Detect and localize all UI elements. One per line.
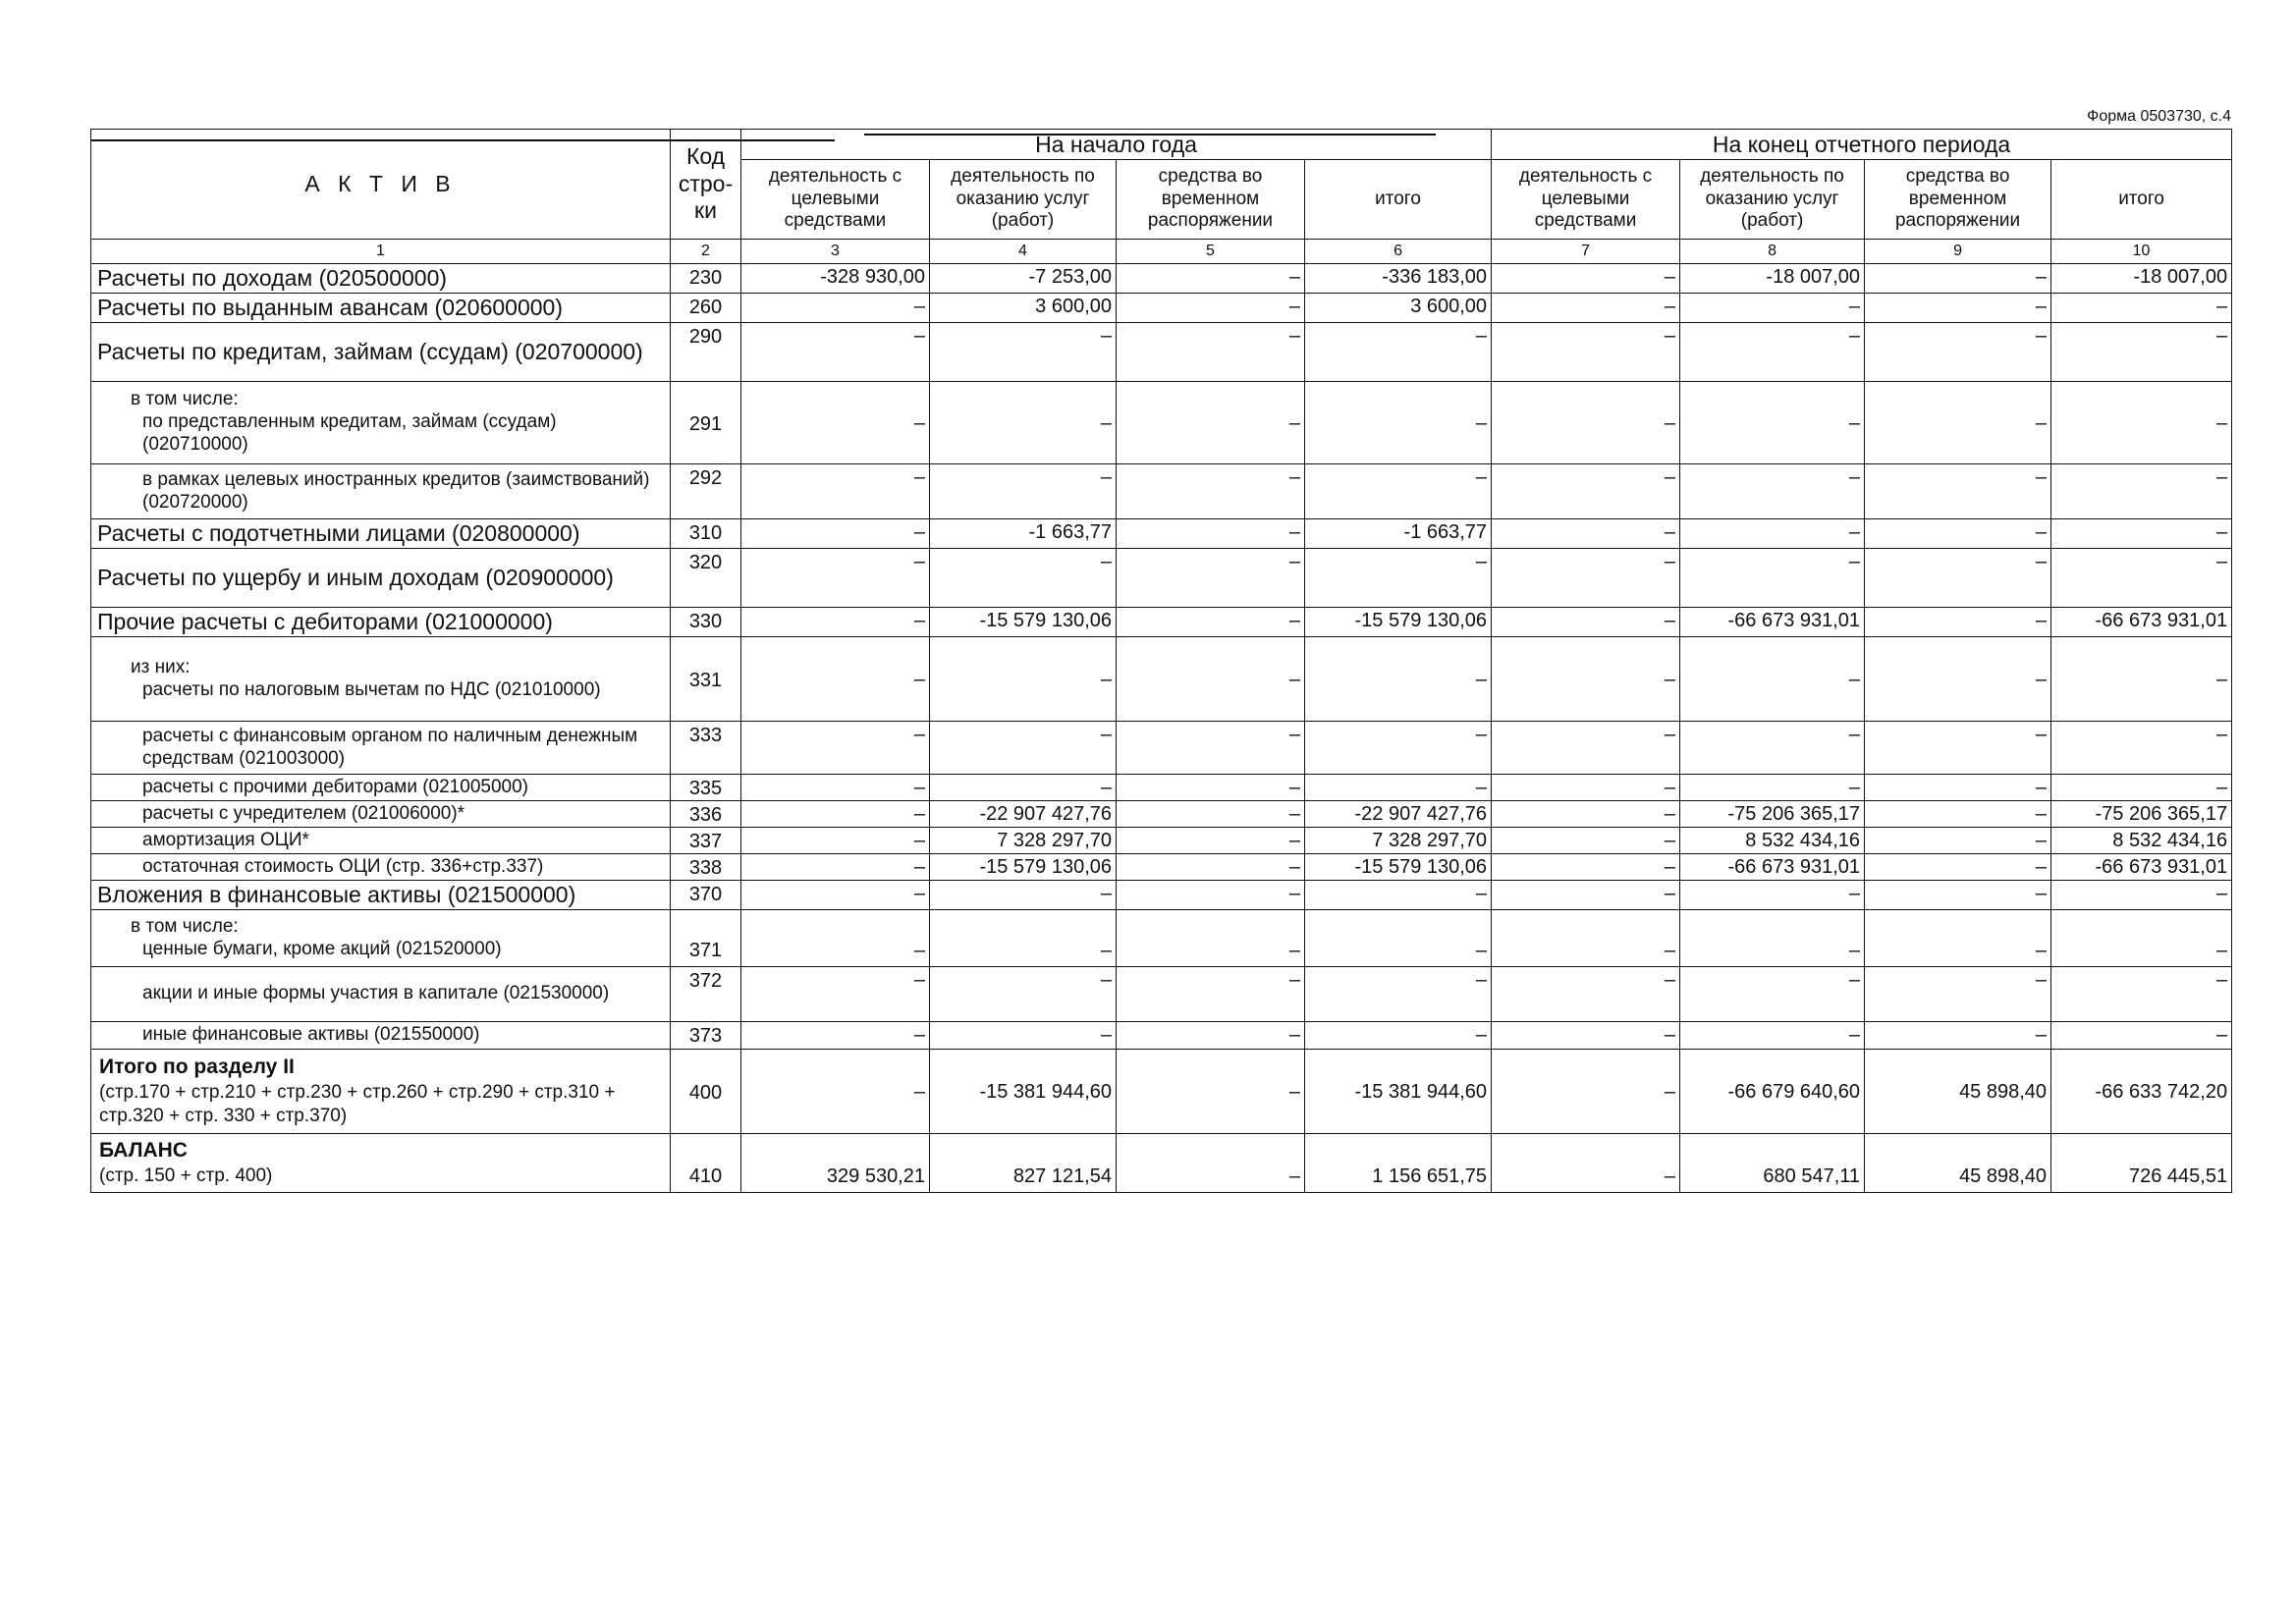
value-cell: – xyxy=(1117,881,1305,910)
value-cell: -66 673 931,01 xyxy=(2051,608,2232,637)
value-cell: -18 007,00 xyxy=(1680,264,1865,294)
value-cell: – xyxy=(741,637,930,722)
col-header-total: итого xyxy=(1305,160,1492,240)
value-cell: – xyxy=(1680,722,1865,775)
value-cell: 8 532 434,16 xyxy=(2051,828,2232,854)
value-cell: -75 206 365,17 xyxy=(1680,801,1865,828)
balance-formula: (стр. 150 + стр. 400) xyxy=(99,1165,273,1186)
row-name xyxy=(91,637,671,722)
value-cell: -15 381 944,60 xyxy=(1305,1050,1492,1134)
column-number: 6 xyxy=(1305,240,1492,264)
column-number: 10 xyxy=(2051,240,2232,264)
value-cell: – xyxy=(1305,881,1492,910)
value-cell: 3 600,00 xyxy=(930,294,1117,323)
value-cell: – xyxy=(2051,549,2232,608)
value-cell: – xyxy=(1117,264,1305,294)
value-cell: – xyxy=(1492,464,1680,519)
value-cell: -22 907 427,76 xyxy=(1305,801,1492,828)
value-cell: -66 633 742,20 xyxy=(2051,1050,2232,1134)
value-cell: – xyxy=(1117,608,1305,637)
value-cell: – xyxy=(1680,519,1865,549)
value-cell: 827 121,54 xyxy=(930,1134,1117,1193)
value-cell: -66 673 931,01 xyxy=(1680,608,1865,637)
row-code: 292 xyxy=(671,464,741,519)
value-cell: – xyxy=(1492,264,1680,294)
column-number: 9 xyxy=(1865,240,2051,264)
table-row xyxy=(91,464,2232,519)
value-cell: – xyxy=(2051,910,2232,967)
value-cell: – xyxy=(1492,854,1680,881)
value-cell: – xyxy=(1680,910,1865,967)
balance-name xyxy=(91,1134,671,1193)
value-cell: – xyxy=(741,967,930,1022)
value-cell: – xyxy=(1305,323,1492,382)
value-cell: – xyxy=(1305,1022,1492,1050)
row-name: Расчеты по доходам (020500000) xyxy=(91,264,671,294)
value-cell: -15 381 944,60 xyxy=(930,1050,1117,1134)
col-header-services: деятельность по оказанию услуг (работ) xyxy=(930,160,1117,240)
value-cell: 45 898,40 xyxy=(1865,1134,2051,1193)
value-cell: – xyxy=(1117,854,1305,881)
col-header-temporary: средства во временном распоряжении xyxy=(1117,160,1305,240)
value-cell: – xyxy=(1492,722,1680,775)
row-name: амортизация ОЦИ* xyxy=(91,828,671,854)
value-cell: – xyxy=(1680,775,1865,801)
table-row xyxy=(91,264,2232,294)
balance-title: БАЛАНС xyxy=(99,1139,188,1163)
value-cell: – xyxy=(741,828,930,854)
value-cell: – xyxy=(930,549,1117,608)
value-cell: -15 579 130,06 xyxy=(1305,854,1492,881)
value-cell: – xyxy=(1117,828,1305,854)
value-cell: – xyxy=(2051,294,2232,323)
row-name xyxy=(91,910,671,967)
row-note: из них: xyxy=(131,656,191,677)
value-cell: -15 579 130,06 xyxy=(1305,608,1492,637)
total-section-title: Итого по разделу II xyxy=(99,1055,295,1078)
value-cell: – xyxy=(1865,264,2051,294)
value-cell: – xyxy=(1492,637,1680,722)
value-cell: – xyxy=(741,1050,930,1134)
column-number-row xyxy=(91,240,2232,264)
value-cell: – xyxy=(1865,637,2051,722)
value-cell: 1 156 651,75 xyxy=(1305,1134,1492,1193)
value-cell: -15 579 130,06 xyxy=(930,608,1117,637)
value-cell: – xyxy=(930,881,1117,910)
value-cell: – xyxy=(1117,323,1305,382)
value-cell: – xyxy=(1865,382,2051,464)
balance-row xyxy=(91,1134,2232,1193)
value-cell: -66 673 931,01 xyxy=(1680,854,1865,881)
column-number: 3 xyxy=(741,240,930,264)
value-cell: – xyxy=(930,1022,1117,1050)
value-cell: – xyxy=(1117,464,1305,519)
column-number: 2 xyxy=(671,240,741,264)
value-cell: – xyxy=(1492,775,1680,801)
value-cell: -7 253,00 xyxy=(930,264,1117,294)
table-row xyxy=(91,967,2232,1022)
table-row xyxy=(91,854,2232,881)
value-cell: – xyxy=(1865,1022,2051,1050)
value-cell: – xyxy=(1117,801,1305,828)
column-number: 8 xyxy=(1680,240,1865,264)
value-cell: – xyxy=(2051,637,2232,722)
value-cell: -1 663,77 xyxy=(1305,519,1492,549)
header-row-groups xyxy=(91,130,2232,160)
value-cell: – xyxy=(1117,910,1305,967)
form-label: Форма 0503730, с.4 xyxy=(2087,108,2231,125)
value-cell: 680 547,11 xyxy=(1680,1134,1865,1193)
value-cell: 329 530,21 xyxy=(741,1134,930,1193)
value-cell: – xyxy=(1492,382,1680,464)
value-cell: 7 328 297,70 xyxy=(930,828,1117,854)
row-name: расчеты с прочими дебиторами (021005000) xyxy=(91,775,671,801)
value-cell: 7 328 297,70 xyxy=(1305,828,1492,854)
value-cell: – xyxy=(741,464,930,519)
value-cell: – xyxy=(1305,549,1492,608)
value-cell: – xyxy=(741,608,930,637)
value-cell: – xyxy=(1492,549,1680,608)
value-cell: – xyxy=(1492,323,1680,382)
value-cell: – xyxy=(1680,967,1865,1022)
row-code: 331 xyxy=(671,637,741,722)
value-cell: – xyxy=(1680,294,1865,323)
table-row xyxy=(91,775,2232,801)
value-cell: – xyxy=(741,294,930,323)
value-cell: – xyxy=(741,881,930,910)
value-cell: 726 445,51 xyxy=(2051,1134,2232,1193)
value-cell: 8 532 434,16 xyxy=(1680,828,1865,854)
row-code: 335 xyxy=(671,775,741,801)
value-cell: – xyxy=(1492,881,1680,910)
value-cell: – xyxy=(1680,1022,1865,1050)
balance-table xyxy=(90,129,2232,1193)
value-cell: – xyxy=(1865,801,2051,828)
value-cell: – xyxy=(1865,608,2051,637)
value-cell: – xyxy=(2051,967,2232,1022)
row-code: 320 xyxy=(671,549,741,608)
table-row xyxy=(91,608,2232,637)
row-name: Расчеты с подотчетными лицами (020800000) xyxy=(91,519,671,549)
value-cell: – xyxy=(1680,549,1865,608)
value-cell: – xyxy=(1865,323,2051,382)
value-cell: – xyxy=(1117,1022,1305,1050)
value-cell: – xyxy=(930,637,1117,722)
value-cell: – xyxy=(1865,519,2051,549)
value-cell: – xyxy=(1492,828,1680,854)
row-code: 371 xyxy=(671,910,741,967)
value-cell: – xyxy=(2051,382,2232,464)
row-code: 410 xyxy=(671,1134,741,1193)
col-header-temporary: средства во временном распоряжении xyxy=(1865,160,2051,240)
total-section-formula: (стр.170 + стр.210 + стр.230 + стр.260 + стр.290 + стр.310 + стр.320 + стр. 330 + стр.370) xyxy=(99,1081,616,1127)
value-cell: – xyxy=(1117,775,1305,801)
value-cell: – xyxy=(930,775,1117,801)
value-cell: – xyxy=(1492,294,1680,323)
table-row xyxy=(91,881,2232,910)
value-cell: – xyxy=(2051,722,2232,775)
row-code: 336 xyxy=(671,801,741,828)
value-cell: – xyxy=(1117,519,1305,549)
table-row xyxy=(91,519,2232,549)
row-name: расчеты с учредителем (021006000)* xyxy=(91,801,671,828)
value-cell: -15 579 130,06 xyxy=(930,854,1117,881)
value-cell: – xyxy=(741,854,930,881)
row-code: 330 xyxy=(671,608,741,637)
value-cell: – xyxy=(1305,637,1492,722)
value-cell: – xyxy=(1305,464,1492,519)
value-cell: – xyxy=(1117,1050,1305,1134)
start-of-year-header: На начало года xyxy=(741,130,1492,160)
value-cell: – xyxy=(1865,775,2051,801)
row-code: 230 xyxy=(671,264,741,294)
table-row xyxy=(91,910,2232,967)
row-name: Расчеты по выданным авансам (020600000) xyxy=(91,294,671,323)
table-row xyxy=(91,801,2232,828)
row-code: 337 xyxy=(671,828,741,854)
row-note: в том числе: xyxy=(131,389,239,410)
row-name-text: ценные бумаги, кроме акций (021520000) xyxy=(142,938,502,959)
table-row xyxy=(91,637,2232,722)
aktiv-header: А К Т И В xyxy=(91,130,671,240)
value-cell: – xyxy=(930,382,1117,464)
value-cell: – xyxy=(930,910,1117,967)
code-header: Код стро-ки xyxy=(671,130,741,240)
value-cell: – xyxy=(930,967,1117,1022)
value-cell: – xyxy=(1305,910,1492,967)
value-cell: – xyxy=(1117,637,1305,722)
row-name: Расчеты по ущербу и иным доходам (020900000) xyxy=(91,549,671,608)
value-cell: – xyxy=(741,382,930,464)
value-cell: – xyxy=(1492,967,1680,1022)
value-cell: – xyxy=(1117,722,1305,775)
value-cell: – xyxy=(1117,294,1305,323)
column-number: 4 xyxy=(930,240,1117,264)
table-row xyxy=(91,323,2232,382)
value-cell: – xyxy=(930,722,1117,775)
row-name: Прочие расчеты с дебиторами (021000000) xyxy=(91,608,671,637)
total-section-name xyxy=(91,1050,671,1134)
value-cell: – xyxy=(1305,967,1492,1022)
value-cell: – xyxy=(741,549,930,608)
row-code: 333 xyxy=(671,722,741,775)
value-cell: – xyxy=(1865,828,2051,854)
table-row xyxy=(91,722,2232,775)
value-cell: – xyxy=(1117,382,1305,464)
col-header-targeted: деятельность с целевыми средствами xyxy=(1492,160,1680,240)
col-header-total: итого xyxy=(2051,160,2232,240)
row-name-text: по представленным кредитам, займам (ссудам) (020710000) xyxy=(142,411,557,455)
value-cell: – xyxy=(741,1022,930,1050)
row-code: 291 xyxy=(671,382,741,464)
value-cell: – xyxy=(1492,1022,1680,1050)
col-header-services: деятельность по оказанию услуг (работ) xyxy=(1680,160,1865,240)
total-section-row xyxy=(91,1050,2232,1134)
table-row xyxy=(91,828,2232,854)
value-cell: – xyxy=(1865,854,2051,881)
row-code: 373 xyxy=(671,1022,741,1050)
value-cell: 3 600,00 xyxy=(1305,294,1492,323)
value-cell: – xyxy=(1865,881,2051,910)
row-code: 372 xyxy=(671,967,741,1022)
row-note: в том числе: xyxy=(131,915,239,937)
value-cell: – xyxy=(1680,881,1865,910)
value-cell: – xyxy=(2051,775,2232,801)
value-cell: – xyxy=(1680,323,1865,382)
value-cell: – xyxy=(741,910,930,967)
row-code: 310 xyxy=(671,519,741,549)
value-cell: – xyxy=(1305,382,1492,464)
row-name: иные финансовые активы (021550000) xyxy=(91,1022,671,1050)
row-name: Вложения в финансовые активы (021500000) xyxy=(91,881,671,910)
value-cell: – xyxy=(741,722,930,775)
value-cell: – xyxy=(1680,637,1865,722)
value-cell: – xyxy=(1492,519,1680,549)
column-number: 7 xyxy=(1492,240,1680,264)
value-cell: – xyxy=(2051,323,2232,382)
value-cell: -336 183,00 xyxy=(1305,264,1492,294)
value-cell: – xyxy=(1492,1134,1680,1193)
value-cell: – xyxy=(1680,464,1865,519)
value-cell: – xyxy=(1492,910,1680,967)
row-code: 400 xyxy=(671,1050,741,1134)
value-cell: – xyxy=(1492,1050,1680,1134)
value-cell: – xyxy=(930,464,1117,519)
column-number: 1 xyxy=(91,240,671,264)
value-cell: – xyxy=(1117,549,1305,608)
table-row xyxy=(91,382,2232,464)
value-cell: 45 898,40 xyxy=(1865,1050,2051,1134)
value-cell: – xyxy=(1865,722,2051,775)
value-cell: – xyxy=(1492,608,1680,637)
value-cell: – xyxy=(1865,549,2051,608)
row-code: 260 xyxy=(671,294,741,323)
value-cell: -18 007,00 xyxy=(2051,264,2232,294)
value-cell: – xyxy=(1305,775,1492,801)
value-cell: – xyxy=(1680,382,1865,464)
row-name: расчеты с финансовым органом по наличным денежным средствам (021003000) xyxy=(91,722,671,775)
value-cell: – xyxy=(1305,722,1492,775)
table-row xyxy=(91,1022,2232,1050)
value-cell: – xyxy=(741,323,930,382)
value-cell: – xyxy=(2051,1022,2232,1050)
value-cell: -1 663,77 xyxy=(930,519,1117,549)
value-cell: -328 930,00 xyxy=(741,264,930,294)
value-cell: – xyxy=(2051,464,2232,519)
row-name: остаточная стоимость ОЦИ (стр. 336+стр.337) xyxy=(91,854,671,881)
value-cell: -22 907 427,76 xyxy=(930,801,1117,828)
value-cell: – xyxy=(1492,801,1680,828)
value-cell: – xyxy=(2051,881,2232,910)
value-cell: -75 206 365,17 xyxy=(2051,801,2232,828)
value-cell: -66 679 640,60 xyxy=(1680,1050,1865,1134)
table-row xyxy=(91,549,2232,608)
value-cell: – xyxy=(1865,464,2051,519)
row-code: 370 xyxy=(671,881,741,910)
col-header-targeted: деятельность с целевыми средствами xyxy=(741,160,930,240)
value-cell: – xyxy=(930,323,1117,382)
value-cell: – xyxy=(1865,910,2051,967)
end-of-period-header: На конец отчетного периода xyxy=(1492,130,2232,160)
row-name: акции и иные формы участия в капитале (021530000) xyxy=(91,967,671,1022)
value-cell: – xyxy=(741,775,930,801)
value-cell: – xyxy=(2051,519,2232,549)
value-cell: – xyxy=(1117,1134,1305,1193)
value-cell: – xyxy=(1865,294,2051,323)
row-name xyxy=(91,382,671,464)
column-number: 5 xyxy=(1117,240,1305,264)
value-cell: -66 673 931,01 xyxy=(2051,854,2232,881)
row-code: 338 xyxy=(671,854,741,881)
row-name: Расчеты по кредитам, займам (ссудам) (020700000) xyxy=(91,323,671,382)
value-cell: – xyxy=(1117,967,1305,1022)
row-name-text: расчеты по налоговым вычетам по НДС (021010000) xyxy=(142,678,601,700)
table-row xyxy=(91,294,2232,323)
value-cell: – xyxy=(1865,967,2051,1022)
value-cell: – xyxy=(741,801,930,828)
value-cell: – xyxy=(741,519,930,549)
row-code: 290 xyxy=(671,323,741,382)
row-name: в рамках целевых иностранных кредитов (заимствований) (020720000) xyxy=(91,464,671,519)
